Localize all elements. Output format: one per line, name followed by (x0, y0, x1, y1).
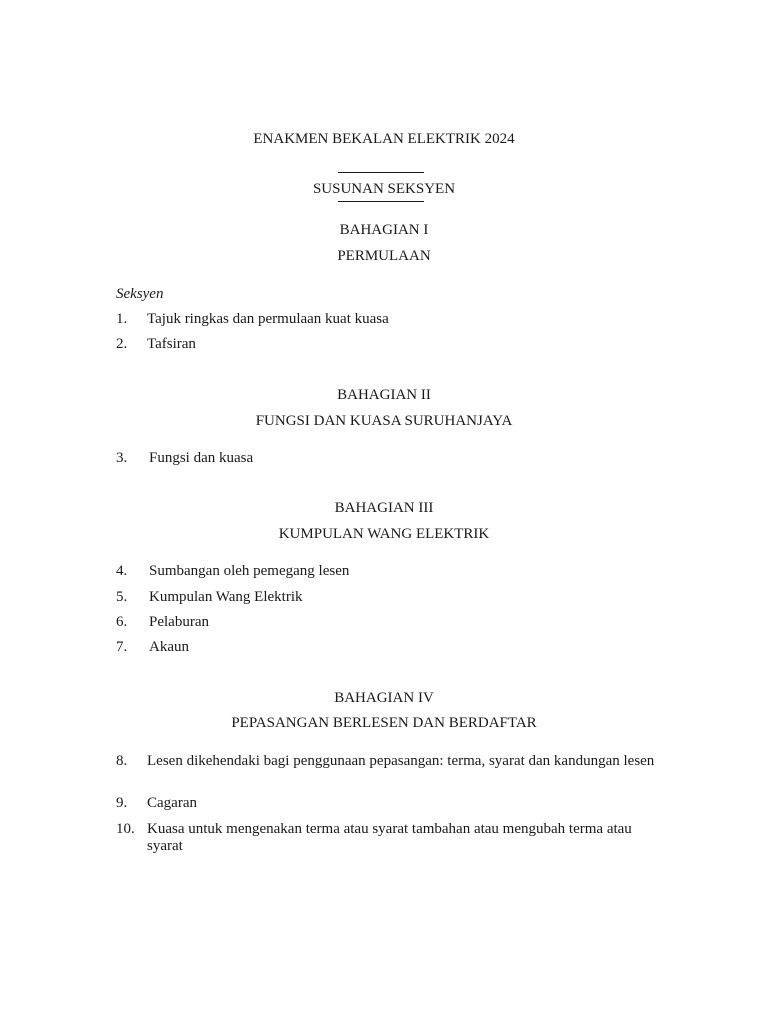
section-number: 2. (116, 336, 128, 352)
section-item-7 (116, 639, 656, 656)
section-text: Sumbangan oleh pemegang lesen (149, 563, 350, 579)
title-rule-top (338, 172, 424, 173)
part-1-title: PERMULAAN (337, 248, 431, 264)
section-number: 9. (116, 795, 128, 811)
part-3-title: KUMPULAN WANG ELEKTRIK (278, 526, 490, 542)
document-subtitle: SUSUNAN SEKSYEN (312, 181, 456, 197)
part-2-title: FUNGSI DAN KUASA SURUHANJAYA (255, 413, 513, 429)
section-text: Pelaburan (149, 614, 209, 630)
section-item-1 (116, 311, 656, 328)
section-text: Akaun (149, 639, 189, 655)
section-item-10 (116, 821, 656, 855)
section-item-5 (116, 589, 656, 606)
section-text: Kuasa untuk mengenakan terma atau syarat tambahan atau mengubah terma atau syarat (147, 821, 632, 854)
part-4-heading: BAHAGIAN IV (334, 690, 434, 706)
section-number: 7. (116, 639, 128, 655)
section-number: 6. (116, 614, 128, 630)
section-item-4 (116, 563, 656, 580)
part-3-heading: BAHAGIAN III (334, 500, 434, 516)
section-item-6 (116, 614, 656, 631)
section-text: Tajuk ringkas dan permulaan kuat kuasa (147, 311, 389, 327)
section-item-8 (116, 753, 656, 770)
section-text: Cagaran (147, 795, 197, 811)
section-item-3 (116, 450, 656, 467)
section-number: 3. (116, 450, 128, 466)
document-title: ENAKMEN BEKALAN ELEKTRIK 2024 (253, 131, 515, 147)
part-2-heading: BAHAGIAN II (337, 387, 431, 403)
section-number: 8. (116, 753, 128, 769)
part-4-title: PEPASANGAN BERLESEN DAN BERDAFTAR (231, 715, 537, 731)
section-item-2 (116, 336, 656, 353)
section-item-9 (116, 795, 656, 812)
section-number: 4. (116, 563, 128, 579)
section-number: 1. (116, 311, 128, 327)
section-text: Tafsiran (147, 336, 196, 352)
section-label: Seksyen (116, 286, 164, 302)
part-1-heading: BAHAGIAN I (339, 222, 429, 238)
section-text: Fungsi dan kuasa (149, 450, 254, 466)
section-text: Lesen dikehendaki bagi penggunaan pepasangan: terma, syarat dan kandungan lesen (147, 753, 655, 769)
section-number: 10. (116, 821, 135, 837)
section-number: 5. (116, 589, 128, 605)
title-rule-bottom (338, 201, 424, 202)
section-text: Kumpulan Wang Elektrik (149, 589, 303, 605)
